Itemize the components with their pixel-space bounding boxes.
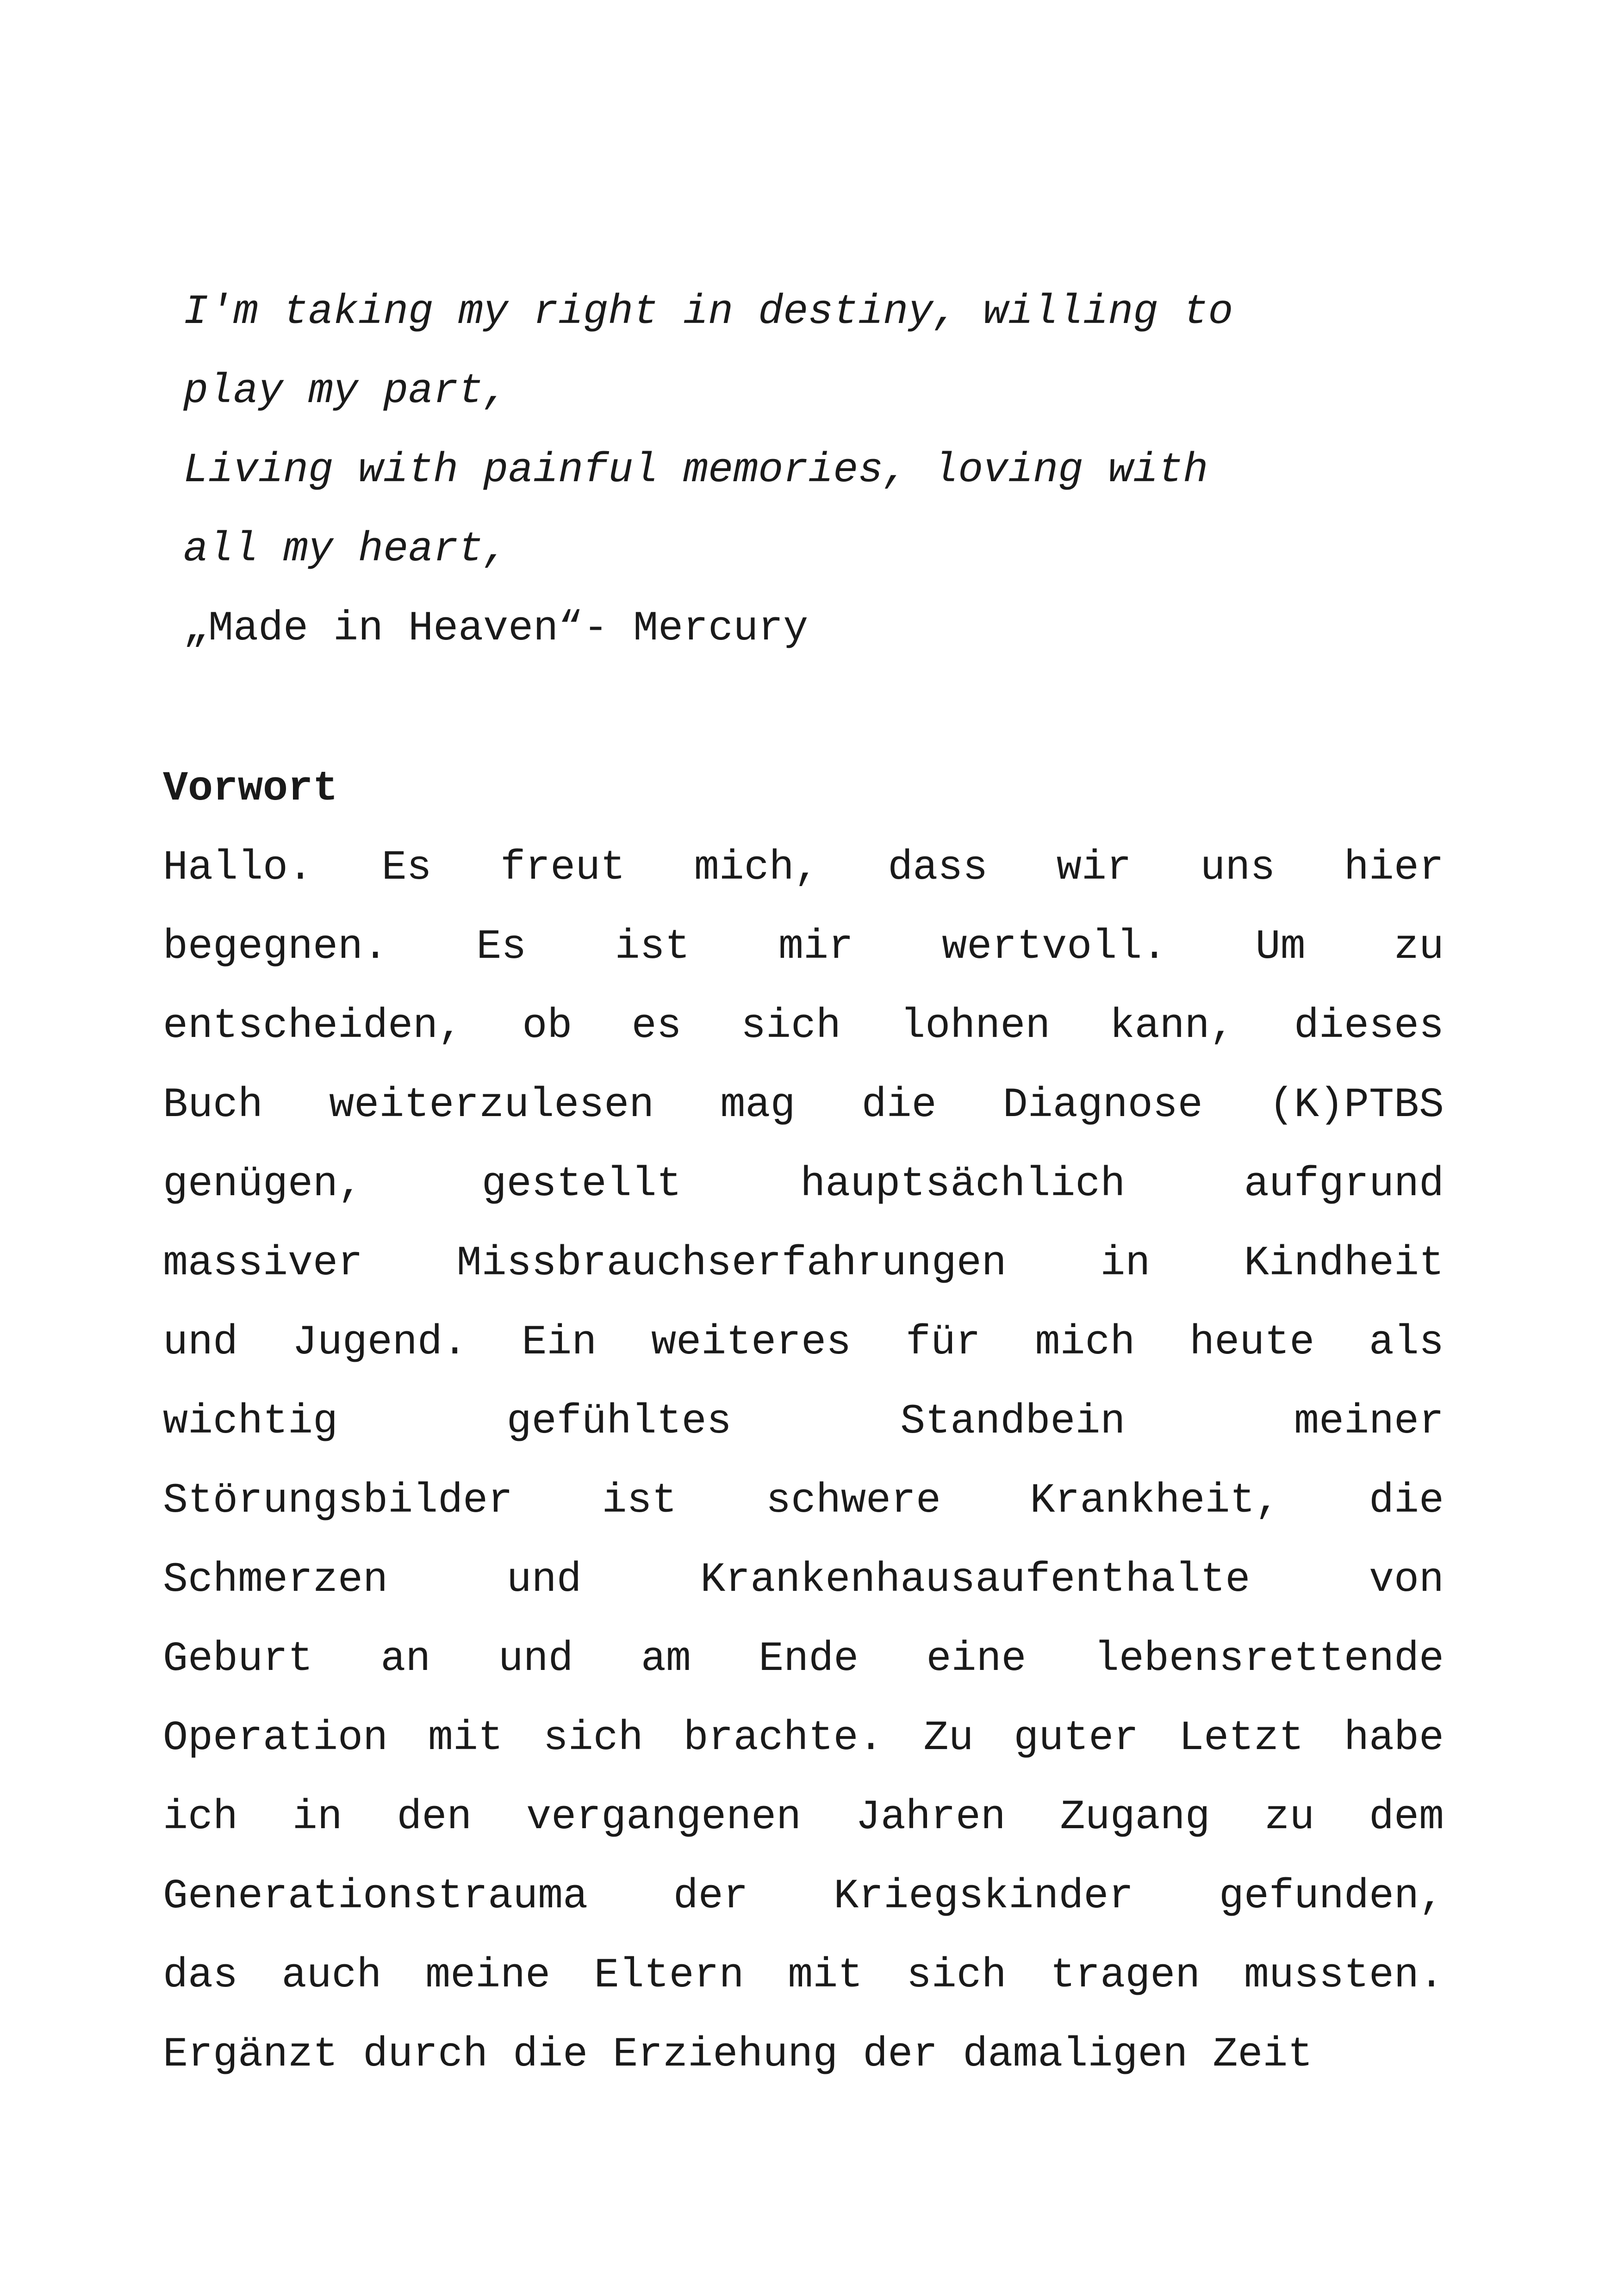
- body-word: mich,: [694, 844, 819, 892]
- body-word: Es: [476, 924, 527, 971]
- body-word: freut: [500, 844, 626, 892]
- body-word: aufgrund: [1244, 1161, 1444, 1208]
- body-word: habe: [1344, 1715, 1444, 1762]
- body-word: und: [506, 1557, 582, 1604]
- body-word: mussten.: [1244, 1952, 1444, 1999]
- body-word: meine: [425, 1952, 551, 1999]
- body-line: [163, 1462, 1444, 1541]
- body-line: [163, 987, 1444, 1066]
- body-line: [163, 1066, 1444, 1145]
- body-line: [163, 1303, 1444, 1383]
- body-word: begegnen.: [163, 924, 388, 971]
- body-line: [163, 1145, 1444, 1224]
- body-word: für: [905, 1319, 981, 1366]
- body-word: die: [861, 1082, 937, 1129]
- body-word: kann,: [1109, 1003, 1235, 1050]
- body-word: dem: [1369, 1794, 1444, 1841]
- body-word: den: [397, 1794, 472, 1841]
- body-word: guter: [1014, 1715, 1139, 1762]
- body-word: als: [1369, 1319, 1444, 1366]
- epigraph-line: all my heart,: [183, 526, 509, 573]
- body-word: uns: [1200, 844, 1276, 892]
- body-word: lohnen: [900, 1003, 1051, 1050]
- body-word: massiver: [163, 1240, 363, 1287]
- body-word: es: [631, 1003, 682, 1050]
- body-word: mir: [778, 924, 853, 971]
- body-word: mit: [428, 1715, 503, 1762]
- epigraph: [183, 273, 1479, 669]
- body-word: auch: [281, 1952, 382, 1999]
- body-word: in: [292, 1794, 342, 1841]
- body-word: sich: [741, 1003, 841, 1050]
- body-line: [163, 1383, 1444, 1462]
- body-word: in: [1100, 1240, 1151, 1287]
- body-word: ob: [522, 1003, 573, 1050]
- body-word: und: [498, 1636, 573, 1683]
- body-word: sich: [906, 1952, 1007, 1999]
- body-line: [163, 2016, 1444, 2095]
- body-word: schwere: [765, 1477, 941, 1525]
- body-word: Krankenhausaufenthalte: [700, 1557, 1251, 1604]
- body-word: Generationstrauma: [163, 1873, 588, 1920]
- body-word: Ende: [759, 1636, 859, 1683]
- body-word: weiterzulesen: [329, 1082, 654, 1129]
- body-line: [163, 1936, 1444, 2016]
- body-word: Ein: [522, 1319, 597, 1366]
- body-line: [163, 1541, 1444, 1620]
- body-word: weiteres: [651, 1319, 852, 1366]
- body-word: genügen,: [163, 1161, 363, 1208]
- body-word: ist: [602, 1477, 677, 1525]
- body-word: am: [641, 1636, 691, 1683]
- body-word: Geburt: [163, 1636, 313, 1683]
- body-word: Hallo.: [163, 844, 313, 892]
- epigraph-line: I'm taking my right in destiny, willing to: [183, 289, 1233, 336]
- body-line: [163, 1224, 1444, 1303]
- body-line: [163, 1778, 1444, 1857]
- body-word: an: [380, 1636, 431, 1683]
- body-word: zu: [1264, 1794, 1315, 1841]
- body-line: [163, 829, 1444, 908]
- body-word: wichtig: [163, 1398, 338, 1446]
- body-word: vergangenen: [526, 1794, 802, 1841]
- body-text: [163, 829, 1444, 2095]
- body-word: Zugang: [1060, 1794, 1210, 1841]
- body-word: Diagnose: [1002, 1082, 1203, 1129]
- body-word: Krankheit,: [1030, 1477, 1280, 1525]
- body-word: Eltern: [594, 1952, 744, 1999]
- body-line: [163, 1699, 1444, 1778]
- body-word: Letzt: [1179, 1715, 1304, 1762]
- body-word: Schmerzen: [163, 1557, 388, 1604]
- body-word: meiner: [1294, 1398, 1444, 1446]
- body-word: Es: [381, 844, 432, 892]
- body-word: Operation: [163, 1715, 388, 1762]
- body-word: Missbrauchserfahrungen: [456, 1240, 1007, 1287]
- body-word: lebensrettende: [1094, 1636, 1444, 1683]
- body-word: ich: [163, 1794, 238, 1841]
- body-word: Kriegskinder: [834, 1873, 1134, 1920]
- body-word: zu: [1394, 924, 1444, 971]
- body-word: wir: [1056, 844, 1132, 892]
- body-word: Um: [1255, 924, 1306, 971]
- body-word: die: [1369, 1477, 1444, 1525]
- epigraph-attribution: „Made in Heaven“- Mercury: [183, 605, 809, 652]
- body-word: der: [673, 1873, 748, 1920]
- body-word: Zu: [923, 1715, 974, 1762]
- body-word: brachte.: [683, 1715, 884, 1762]
- body-word: wertvoll.: [942, 924, 1167, 971]
- body-word: mich: [1035, 1319, 1135, 1366]
- body-word: das: [163, 1952, 238, 1999]
- body-word: Störungsbilder: [163, 1477, 513, 1525]
- body-word: hier: [1344, 844, 1444, 892]
- body-word: Standbein: [900, 1398, 1126, 1446]
- body-word: mag: [720, 1082, 796, 1129]
- body-word: gestellt: [481, 1161, 682, 1208]
- body-word: Buch: [163, 1082, 263, 1129]
- body-word: gefühltes: [506, 1398, 732, 1446]
- body-word: eine: [926, 1636, 1027, 1683]
- body-word: Kindheit: [1244, 1240, 1444, 1287]
- body-word: von: [1369, 1557, 1444, 1604]
- body-line: [163, 1620, 1444, 1699]
- section-heading: Vorwort: [163, 765, 338, 813]
- body-word: hauptsächlich: [800, 1161, 1126, 1208]
- body-word: mit: [788, 1952, 863, 1999]
- body-word: ist: [615, 924, 690, 971]
- body-word: Jahren: [855, 1794, 1006, 1841]
- body-word: gefunden,: [1219, 1873, 1444, 1920]
- body-word: (K)PTBS: [1269, 1082, 1444, 1129]
- body-line: [163, 908, 1444, 987]
- body-line: [163, 1857, 1444, 1936]
- body-word: dass: [888, 844, 988, 892]
- body-word: sich: [543, 1715, 643, 1762]
- body-word: dieses: [1294, 1003, 1444, 1050]
- body-word: tragen: [1050, 1952, 1201, 1999]
- body-word: Jugend.: [292, 1319, 467, 1366]
- body-line-text: Ergänzt durch die Erziehung der damaligen Zeit: [163, 2031, 1313, 2079]
- body-word: heute: [1189, 1319, 1315, 1366]
- body-word: und: [163, 1319, 238, 1366]
- body-word: entscheiden,: [163, 1003, 463, 1050]
- epigraph-line: play my part,: [183, 368, 509, 415]
- epigraph-line: Living with painful memories, loving with: [183, 447, 1208, 494]
